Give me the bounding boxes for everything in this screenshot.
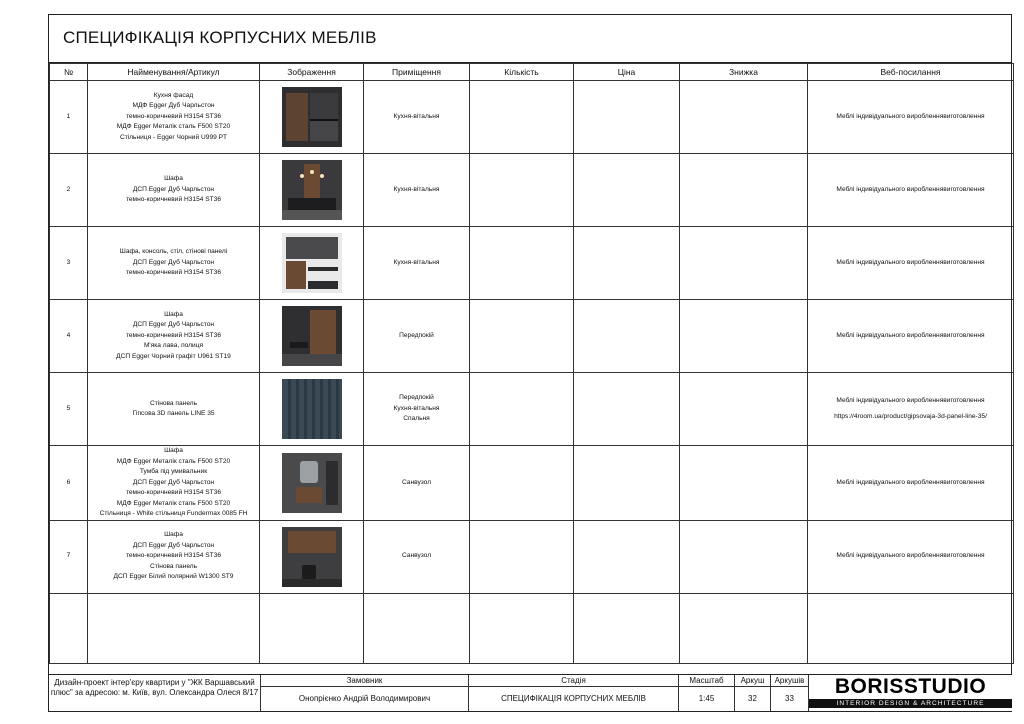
col-room: Приміщення xyxy=(364,64,470,81)
spec-table xyxy=(49,63,1014,664)
name-line: ДСП Egger Дуб Чарльстон xyxy=(132,541,215,549)
row-discount xyxy=(680,300,808,373)
room-line: Санвузол xyxy=(401,552,432,560)
scale-cell xyxy=(679,675,735,711)
col-price: Ціна xyxy=(574,64,680,81)
link-note: Меблі індивідуального виробленнявиготовлення xyxy=(836,112,985,120)
name-line: ДСП Egger Дуб Чарльстон xyxy=(132,321,215,329)
table-header-row xyxy=(50,64,1014,81)
row-weblink xyxy=(808,154,1014,227)
row-image xyxy=(260,154,364,227)
table-row xyxy=(50,81,1014,154)
name-line: Стільниця - Egger Чорний U999 PT xyxy=(119,133,228,141)
row-number: 1 xyxy=(50,81,88,154)
bathroom-vanity-icon xyxy=(282,453,342,513)
stage-label: Стадія xyxy=(469,675,678,687)
row-image xyxy=(260,373,364,446)
row-discount xyxy=(680,154,808,227)
row-room xyxy=(364,300,470,373)
row-price xyxy=(574,520,680,593)
empty-cell xyxy=(260,593,364,663)
col-number: № xyxy=(50,64,88,81)
table-row xyxy=(50,227,1014,300)
row-quantity xyxy=(470,81,574,154)
row-quantity xyxy=(470,227,574,300)
row-number: 6 xyxy=(50,446,88,521)
name-line: темно-коричневий Н3154 ST36 xyxy=(125,489,222,496)
page-title: СПЕЦИФІКАЦІЯ КОРПУСНИХ МЕБЛІВ xyxy=(63,28,377,47)
row-price xyxy=(574,446,680,521)
sheets-value: 33 xyxy=(785,694,794,703)
name-line: ДСП Egger Чорний графіт U961 ST19 xyxy=(116,352,231,360)
empty-cell xyxy=(808,593,1014,663)
client-value: Онопрієнко Андрій Володимирович xyxy=(298,694,431,703)
col-weblink: Веб-посилання xyxy=(808,64,1014,81)
row-price xyxy=(574,154,680,227)
name-line: темно-коричневий Н3154 ST36 xyxy=(125,196,222,204)
table-row xyxy=(50,154,1014,227)
stage-value: СПЕЦИФІКАЦІЯ КОРПУСНИХ МЕБЛІВ xyxy=(501,694,646,703)
table-row xyxy=(50,373,1014,446)
kitchen-facade-icon xyxy=(282,87,342,147)
client-cell xyxy=(261,675,469,711)
row-number: 4 xyxy=(50,300,88,373)
name-line: Шафа xyxy=(164,531,183,539)
col-name: Найменування/Артикул xyxy=(88,64,260,81)
row-price xyxy=(574,373,680,446)
name-line: Кухня фасад xyxy=(153,91,194,99)
cabinet-icon xyxy=(282,160,342,220)
row-weblink xyxy=(808,520,1014,593)
row-price xyxy=(574,300,680,373)
room-line: Кухня-вітальня xyxy=(393,404,440,412)
col-discount: Знижка xyxy=(680,64,808,81)
row-room xyxy=(364,81,470,154)
spec-sheet xyxy=(48,14,1012,712)
row-price xyxy=(574,227,680,300)
row-room xyxy=(364,154,470,227)
link-note: Меблі індивідуального виробленнявиготовлення xyxy=(836,258,985,266)
room-line: Кухня-вітальня xyxy=(393,185,440,193)
scale-label: Масштаб xyxy=(679,675,734,687)
row-discount xyxy=(680,446,808,521)
name-line: Шафа xyxy=(164,447,183,454)
empty-cell xyxy=(574,593,680,663)
table-row xyxy=(50,520,1014,593)
name-line: Стінова панель xyxy=(149,399,198,407)
row-image xyxy=(260,81,364,154)
room-line: Передпокій xyxy=(399,394,434,402)
room-line: Санвузол xyxy=(401,478,432,486)
bathroom-cabinet-icon xyxy=(282,527,342,587)
empty-row xyxy=(50,593,1014,663)
row-name xyxy=(88,446,260,521)
name-line: Стінова панель xyxy=(149,562,198,570)
name-line: МДФ Egger Металік сталь F500 ST20 xyxy=(116,457,231,465)
col-quantity: Кількість xyxy=(470,64,574,81)
project-cell xyxy=(49,675,261,711)
col-image: Зображення xyxy=(260,64,364,81)
name-line: МДФ Egger Металік сталь F500 ST20 xyxy=(116,123,231,131)
empty-cell xyxy=(470,593,574,663)
name-line: Шафа, консоль, стіл, стінові панелі xyxy=(119,248,228,256)
sheet-cell xyxy=(735,675,771,711)
row-room xyxy=(364,446,470,521)
row-name xyxy=(88,520,260,593)
room-line: Спальня xyxy=(403,415,430,423)
row-image xyxy=(260,520,364,593)
row-quantity xyxy=(470,446,574,521)
row-name xyxy=(88,373,260,446)
row-quantity xyxy=(470,300,574,373)
project-description: Дизайн-проект інтер'єру квартири у "ЖК Варшавський плюс" за адресою: м. Київ, вул. Олександра Олеся 8/17 xyxy=(50,678,259,697)
row-image xyxy=(260,446,364,521)
row-weblink xyxy=(808,446,1014,521)
name-line: Стільниця - White стільниця Fundermax 0085 FH xyxy=(99,510,248,517)
row-number: 5 xyxy=(50,373,88,446)
empty-cell xyxy=(88,593,260,663)
title-bar xyxy=(49,15,1011,63)
row-name xyxy=(88,227,260,300)
brand-tagline: INTERIOR DESIGN & ARCHITECTURE xyxy=(809,699,1012,708)
weblink[interactable]: https://4room.ua/product/gipsovaja-3d-panel-line-35/ xyxy=(834,413,987,420)
sheet-label: Аркуш xyxy=(735,675,770,687)
row-weblink xyxy=(808,81,1014,154)
name-line: темно-коричневий Н3154 ST36 xyxy=(125,269,222,277)
sheets-cell xyxy=(771,675,809,711)
scale-value: 1:45 xyxy=(698,694,715,703)
link-note: Меблі індивідуального виробленнявиготовлення xyxy=(836,331,985,339)
name-line: ДСП Egger Дуб Чарльстон xyxy=(132,185,215,193)
client-label: Замовник xyxy=(261,675,468,687)
name-line: темно-коричневий Н3154 ST36 xyxy=(125,331,222,339)
console-icon xyxy=(282,233,342,293)
row-number: 3 xyxy=(50,227,88,300)
brand-name: BORISSTUDIO xyxy=(834,675,987,698)
name-line: ДСП Egger Білий полярний W1300 ST9 xyxy=(113,573,234,581)
row-room xyxy=(364,520,470,593)
name-line: Гіпсова 3D панель LINE 35 xyxy=(132,410,215,417)
name-line: Шафа xyxy=(164,310,183,318)
room-line: Кухня-вітальня xyxy=(393,258,440,266)
room-line: Кухня-вітальня xyxy=(393,112,440,120)
stage-cell xyxy=(469,675,679,711)
row-discount xyxy=(680,227,808,300)
name-line: темно-коричневий Н3154 ST36 xyxy=(125,552,222,560)
row-name xyxy=(88,81,260,154)
row-room xyxy=(364,373,470,446)
studio-logo xyxy=(809,675,1012,711)
row-weblink xyxy=(808,227,1014,300)
row-room xyxy=(364,227,470,300)
empty-cell xyxy=(680,593,808,663)
table-row xyxy=(50,446,1014,521)
row-quantity xyxy=(470,373,574,446)
row-discount xyxy=(680,373,808,446)
row-number: 7 xyxy=(50,520,88,593)
row-quantity xyxy=(470,154,574,227)
name-line: ДСП Egger Дуб Чарльстон xyxy=(132,258,215,266)
name-line: МДФ Egger Металік сталь F500 ST20 xyxy=(116,499,231,507)
empty-cell xyxy=(50,593,88,663)
row-name xyxy=(88,154,260,227)
name-line: МДФ Egger Дуб Чарльстон xyxy=(132,102,215,110)
row-weblink xyxy=(808,300,1014,373)
name-line: темно-коричневий Н3154 ST36 xyxy=(125,112,222,120)
table-row xyxy=(50,300,1014,373)
row-number: 2 xyxy=(50,154,88,227)
row-image xyxy=(260,227,364,300)
title-block xyxy=(49,674,1011,711)
link-note: Меблі індивідуального виробленнявиготовлення xyxy=(836,478,985,486)
empty-cell xyxy=(364,593,470,663)
room-line: Передпокій xyxy=(399,331,434,339)
link-note: Меблі індивідуального виробленнявиготовлення xyxy=(836,396,985,404)
row-quantity xyxy=(470,520,574,593)
link-note: Меблі індивідуального виробленнявиготовлення xyxy=(836,552,985,560)
row-weblink xyxy=(808,373,1014,446)
row-image xyxy=(260,300,364,373)
name-line: М'яка лава, полиця xyxy=(143,342,204,350)
link-note: Меблі індивідуального виробленнявиготовлення xyxy=(836,185,985,193)
row-discount xyxy=(680,81,808,154)
sheets-label: Аркушів xyxy=(771,675,808,687)
sheet-value: 32 xyxy=(748,694,757,703)
row-discount xyxy=(680,520,808,593)
row-price xyxy=(574,81,680,154)
row-name xyxy=(88,300,260,373)
name-line: Шафа xyxy=(164,175,183,183)
hallway-icon xyxy=(282,306,342,366)
name-line: ДСП Egger Дуб Чарльстон xyxy=(132,478,215,486)
wall-panel-icon xyxy=(282,379,342,439)
name-line: Тумба під умивальник xyxy=(139,468,208,475)
